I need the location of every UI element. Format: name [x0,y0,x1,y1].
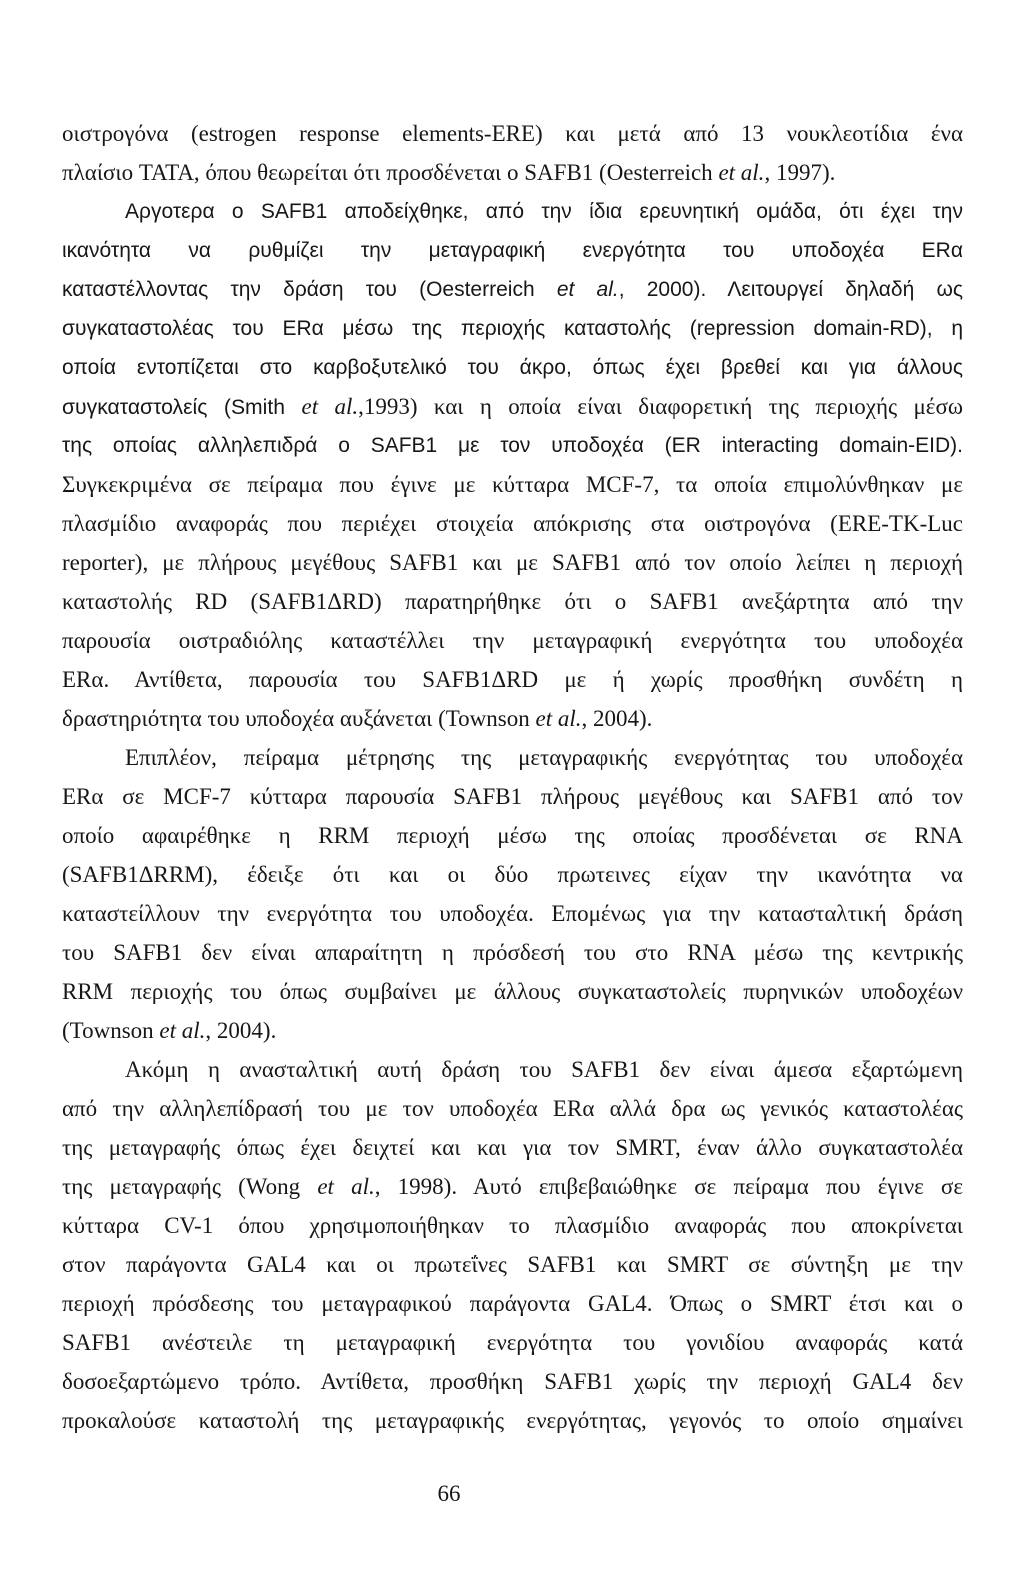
text-segment: Αργοτερα ο SAFB1 αποδείχθηκε, από την ίδια ερευνητική ομάδα, ότι έχει την [125,200,963,223]
text-line [62,1011,963,1050]
text-line [62,1401,963,1440]
text-segment: , 2004). [581,706,653,731]
text-line [62,699,963,738]
text-segment: (SAFB1ΔRRM), έδειξε ότι και οι δύο πρωτεινες είχαν την ικανότητα να [62,862,963,887]
text-line [62,426,963,465]
text-line [62,1362,963,1401]
text-line [62,387,963,426]
paragraph [62,192,963,738]
text-segment: ERα. Αντίθετα, παρουσία του SAFB1ΔRD με ή χωρίς προσθήκη συνδέτη η [62,667,963,692]
text-segment: συγκαταστολείς (Smith [62,396,302,419]
text-segment: κύτταρα CV-1 όπου χρησιμοποιήθηκαν το πλασμίδιο αναφοράς που αποκρίνεται [62,1213,963,1238]
text-segment: από την αλληλεπίδρασή του με τον υποδοχέα ERα αλλά δρα ως γενικός καταστολέας [62,1096,963,1121]
text-line [62,894,963,933]
text-segment: στον παράγοντα GAL4 και οι πρωτεΐνες SAFB1 και SMRT σε σύντηξη με την [62,1252,963,1277]
text-line [62,1089,963,1128]
text-line [62,972,963,1011]
body-text [62,114,963,1440]
text-line [62,855,963,894]
text-line [62,1128,963,1167]
citation-etal: et al. [159,1018,206,1043]
text-line [62,582,963,621]
text-segment: πλασμίδιο αναφοράς που περιέχει στοιχεία απόκρισης στα οιστρογόνα (ERE-TK-Luc [62,511,963,536]
citation-etal: et al. [301,394,359,419]
citation-etal: et al. [535,706,582,731]
page-number: 66 [437,1481,461,1506]
text-segment: , 2000). Λειτουργεί δηλαδή ως [618,278,963,301]
text-segment: , 2004). [205,1018,277,1043]
text-line [62,738,963,777]
paragraph [62,114,963,192]
text-segment: καταστολής RD (SAFB1ΔRD) παρατηρήθηκε ότι ο SAFB1 ανεξάρτητα από την [62,589,963,614]
text-line [62,1284,963,1323]
text-segment: πλαίσιο TATA, όπου θεωρείται ότι προσδένεται ο SAFB1 (Oesterreich [62,160,719,185]
text-line [62,933,963,972]
text-segment: καταστείλλουν την ενεργότητα του υποδοχέα. Επομένως για την κατασταλτική δράση [62,901,963,926]
text-segment: reporter), με πλήρους μεγέθους SAFB1 και με SAFB1 από τον οποίο λείπει η περιοχή [62,550,963,575]
text-line [62,621,963,660]
text-line [62,816,963,855]
text-segment: προκαλούσε καταστολή της μεταγραφικής ενεργότητας, γεγονός το οποίο σημαίνει [62,1408,963,1433]
text-line [62,660,963,699]
paragraph [62,1050,963,1440]
citation-etal: et al. [317,1174,375,1199]
text-segment: RRM περιοχής του όπως συμβαίνει με άλλους συγκαταστολείς πυρηνικών υποδοχέων [62,979,963,1004]
text-segment: δοσοεξαρτώμενο τρόπο. Αντίθετα, προσθήκη SAFB1 χωρίς την περιοχή GAL4 δεν [62,1369,963,1394]
text-line [62,1050,963,1089]
text-line [62,153,963,192]
text-line [62,543,963,582]
text-line [62,114,963,153]
text-segment: SAFB1 ανέστειλε τη μεταγραφική ενεργότητα του γονιδίου αναφοράς κατά [62,1330,963,1355]
text-segment: της οποίας αλληλεπιδρά ο SAFB1 με τον υποδοχέα (ER interacting domain-EID). [62,434,963,457]
text-line [62,309,963,348]
text-segment: της μεταγραφής (Wong [62,1174,318,1199]
text-segment: της μεταγραφής όπως έχει δειχτεί και και για τον SMRT, έναν άλλο συγκαταστολέα [62,1135,963,1160]
text-segment: (Townson [62,1018,160,1043]
text-line [62,348,963,387]
text-segment: , 1997). [764,160,836,185]
text-line [62,465,963,504]
text-segment: δραστηριότητα του υποδοχέα αυξάνεται (Townson [62,706,536,731]
text-segment: ,1993) και η οποία είναι διαφορετική της περιοχής μέσω [358,394,963,419]
citation-etal: et al. [556,278,619,301]
text-segment: οιστρογόνα (estrogen response elements-ERE) και μετά από 13 νουκλεοτίδια ένα [62,121,963,146]
text-line [62,1206,963,1245]
text-segment: περιοχή πρόσδεσης του μεταγραφικού παράγοντα GAL4. Όπως ο SMRT έτσι και ο [62,1291,963,1316]
text-segment: , 1998). Αυτό επιβεβαιώθηκε σε πείραμα που έγινε σε [374,1174,963,1199]
text-segment: Συγκεκριμένα σε πείραμα που έγινε με κύτταρα MCF-7, τα οποία επιμολύνθηκαν με [62,472,963,497]
text-line [62,1323,963,1362]
text-segment: Επιπλέον, πείραμα μέτρησης της μεταγραφικής ενεργότητας του υποδοχέα [125,745,963,770]
text-segment: ικανότητα να ρυθμίζει την μεταγραφική ενεργότητα του υποδοχέα ERα [62,239,963,262]
text-line [62,231,963,270]
text-line [62,270,963,309]
text-line [62,504,963,543]
text-segment: οποίο αφαιρέθηκε η RRM περιοχή μέσω της οποίας προσδένεται σε RNA [62,823,963,848]
paragraph [62,738,963,1050]
text-segment: οποία εντοπίζεται στο καρβοξυτελικό του άκρο, όπως έχει βρεθεί και για άλλους [62,356,963,379]
citation-etal: et al. [718,160,765,185]
text-line [62,192,963,231]
text-segment: συγκαταστολέας του ERα μέσω της περιοχής καταστολής (repression domain-RD), η [62,317,963,340]
text-line [62,1167,963,1206]
text-line [62,777,963,816]
text-segment: ERα σε MCF-7 κύτταρα παρουσία SAFB1 πλήρους μεγέθους και SAFB1 από τον [62,784,963,809]
text-segment: του SAFB1 δεν είναι απαραίτητη η πρόσδεσή του στο RNA μέσω της κεντρικής [62,940,963,965]
text-segment: παρουσία οιστραδιόλης καταστέλλει την μεταγραφική ενεργότητα του υποδοχέα [62,628,963,653]
text-line [62,1245,963,1284]
text-segment: καταστέλλοντας την δράση του (Oesterreich [62,278,557,301]
text-segment: Ακόμη η ανασταλτική αυτή δράση του SAFB1 δεν είναι άμεσα εξαρτώμενη [125,1057,963,1082]
